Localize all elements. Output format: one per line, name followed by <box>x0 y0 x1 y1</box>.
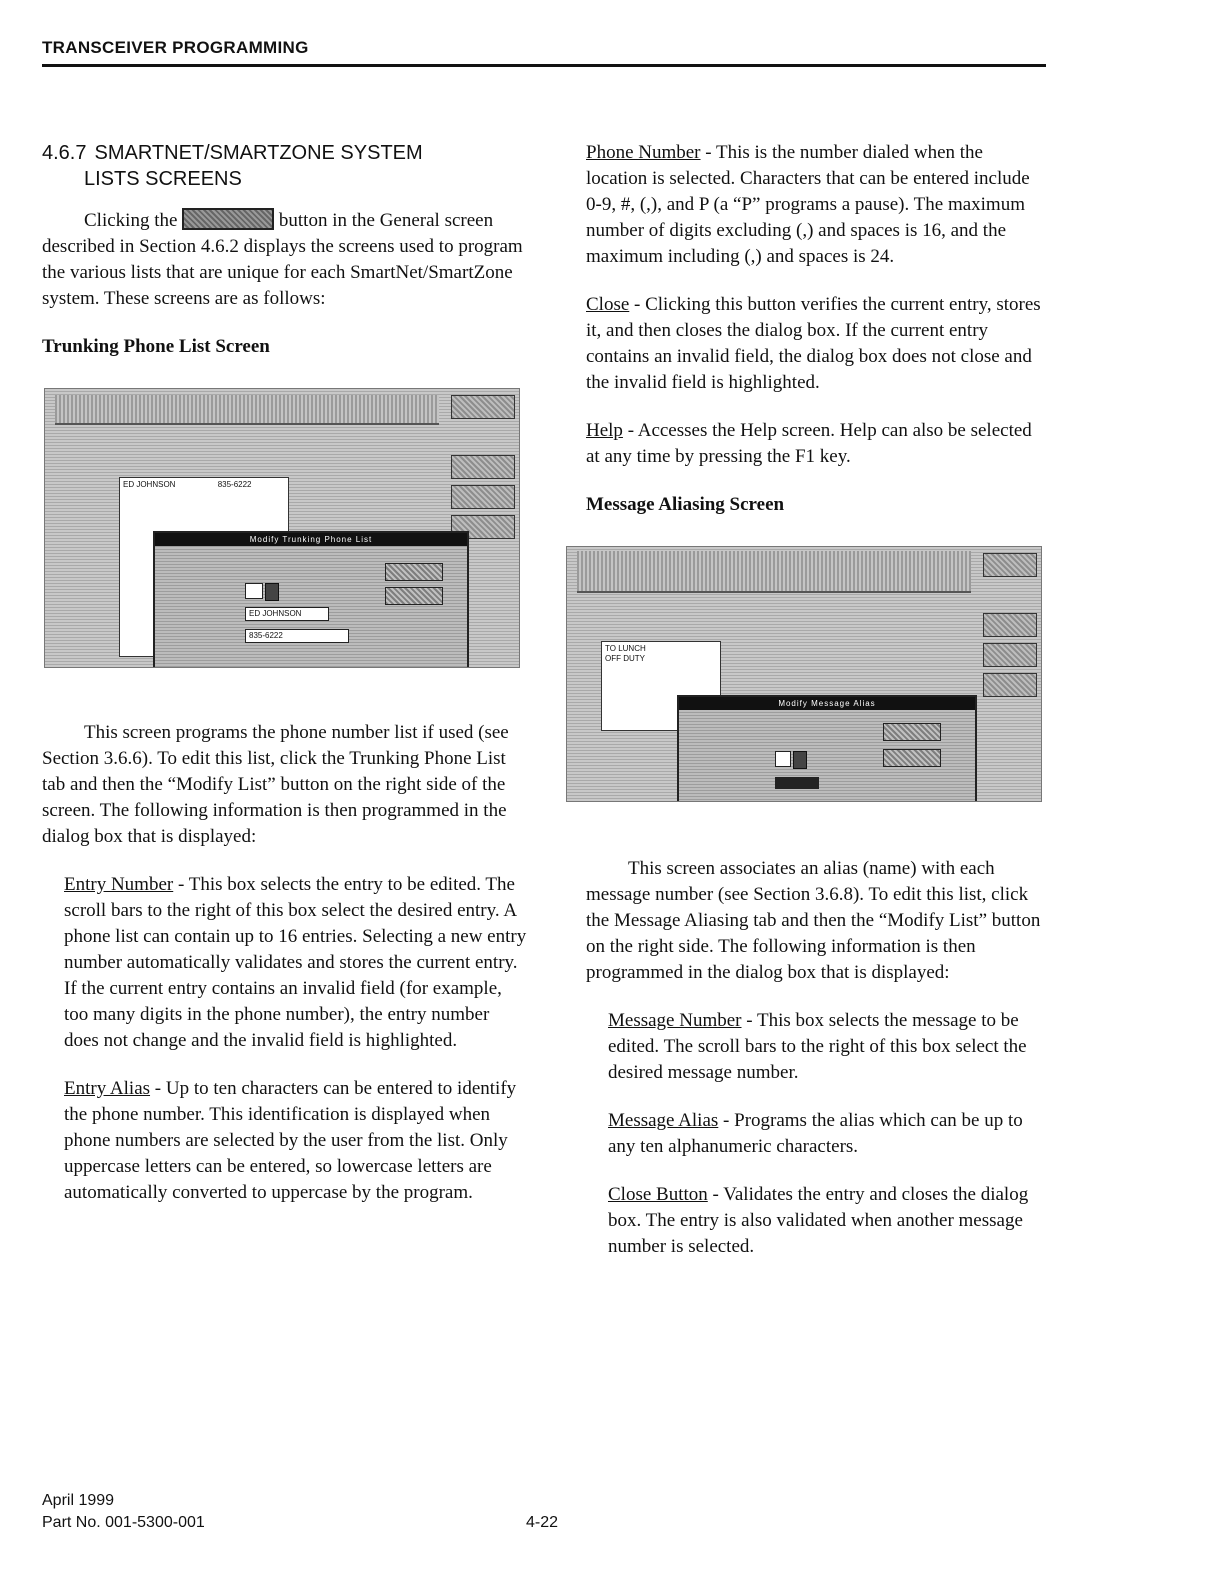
message-list-item: TO LUNCH <box>605 644 646 653</box>
message-alias-field <box>775 777 819 789</box>
dialog-title: Modify Message Alias <box>679 697 975 710</box>
close-button-image <box>883 723 941 741</box>
section-heading <box>42 140 528 192</box>
screenshot-side-button <box>451 485 515 509</box>
entry-number-term: Entry Number <box>64 874 174 895</box>
footer-date: April 1999 <box>42 1492 115 1509</box>
entry-number-field <box>245 583 263 599</box>
message-heading: Message Aliasing Screen <box>586 494 785 515</box>
left-column <box>42 140 528 1228</box>
footer-part-number: Part No. 001-5300-001 <box>42 1514 205 1531</box>
phone-number-field: 835-6222 <box>245 629 349 643</box>
screenshot-side-button <box>983 553 1037 577</box>
page-number: 4-22 <box>526 1514 559 1531</box>
intro-before: Clicking the <box>84 210 178 231</box>
footer-left <box>42 1490 205 1534</box>
phone-list-name: ED JOHNSON <box>123 480 176 489</box>
section-title-line1: SMARTNET/SMARTZONE SYSTEM <box>94 142 423 164</box>
entry-scroll-arrows <box>265 583 279 601</box>
trunking-heading: Trunking Phone List Screen <box>42 336 270 357</box>
running-header: TRANSCEIVER PROGRAMMING <box>42 38 309 57</box>
message-scroll-arrows <box>793 751 807 769</box>
system-lists-button-image <box>182 208 274 230</box>
phone-number-definition: Phone Number - This is the number dialed when the location is selected. Characters that can be entered include 0-9, #, (,), and P (a “P” programs a pause). The maximum number of digits excluding (,) and spaces is 16, and the maximum including (,) and spaces is 24. <box>586 142 1030 267</box>
screenshot-side-button <box>983 643 1037 667</box>
help-button-image <box>385 587 443 605</box>
screenshot-side-button <box>983 673 1037 697</box>
screenshot-tab-bar <box>55 395 439 425</box>
close-definition: Close - Clicking this button verifies the current entry, stores it, and then closes the dialog box. If the current entry contains an invalid field, the dialog box does not close and the invalid field is highlighted. <box>586 294 1041 393</box>
message-number-definition: Message Number - This box selects the message to be edited. The scroll bars to the right of this box select the desired message number. <box>608 1010 1027 1083</box>
screenshot-side-button <box>983 613 1037 637</box>
entry-alias-term: Entry Alias <box>64 1078 151 1099</box>
section-number: 4.6.7 <box>42 142 87 164</box>
phone-list-number: 835-6222 <box>217 480 252 489</box>
message-description: This screen associates an alias (name) with each message number (see Section 3.6.8). To edit this list, click the Message Aliasing tab and then the “Modify List” button on the right side. The following information is then programmed in the dialog box that is displayed: <box>586 858 1041 983</box>
dialog-title: Modify Trunking Phone List <box>155 533 467 546</box>
message-aliasing-screenshot <box>566 546 1042 802</box>
screenshot-side-button <box>451 455 515 479</box>
right-column <box>586 140 1046 1282</box>
entry-number-definition: Entry Number - This box selects the entry to be edited. The scroll bars to the right of this box select the desired entry. A phone list can contain up to 16 entries. Selecting a new entry number automatically validates and stores the current entry. If the current entry contains an invalid field (for example, too many digits in the phone number), the entry number does not change and the invalid field is highlighted. <box>64 874 527 1051</box>
intro-paragraph <box>42 208 528 312</box>
help-definition: Help - Accesses the Help screen. Help can also be selected at any time by pressing the F1 key. <box>586 420 1032 467</box>
message-alias-definition: Message Alias - Programs the alias which can be up to any ten alphanumeric characters. <box>608 1110 1023 1157</box>
modify-phone-list-dialog <box>153 531 469 668</box>
message-number-term: Message Number <box>608 1010 742 1031</box>
screenshot-tab-bar <box>577 551 971 593</box>
help-button-image <box>883 749 941 767</box>
phone-number-term: Phone Number <box>586 142 701 163</box>
trunking-description: This screen programs the phone number list if used (see Section 3.6.6). To edit this list, click the Trunking Phone List tab and then the “Modify List” button on the right side of the screen. The following information is then programmed in the dialog box that is displayed: <box>42 722 509 847</box>
message-number-field <box>775 751 791 767</box>
trunking-phone-list-screenshot <box>44 388 520 668</box>
intro-after: button in the General screen described in Section 4.6.2 displays the screens used to program the various lists that are unique for each SmartNet/SmartZone system. These screens are as follows: <box>42 210 523 309</box>
modify-message-alias-dialog <box>677 695 977 802</box>
message-list-item: OFF DUTY <box>605 654 645 663</box>
entry-alias-field: ED JOHNSON <box>245 607 329 621</box>
section-title-line2: LISTS SCREENS <box>84 168 242 190</box>
close-button-term: Close Button <box>608 1184 708 1205</box>
message-alias-term: Message Alias <box>608 1110 719 1131</box>
help-term: Help <box>586 420 623 441</box>
close-button-definition: Close Button - Validates the entry and closes the dialog box. The entry is also validated when another message number is selected. <box>608 1184 1029 1257</box>
entry-alias-definition: Entry Alias - Up to ten characters can be entered to identify the phone number. This identification is displayed when phone numbers are selected by the user from the list. Only uppercase letters can be entered, so lowercase letters are automatically converted to uppercase by the program. <box>64 1078 517 1203</box>
screenshot-side-button <box>451 395 515 419</box>
header-rule <box>42 64 1046 67</box>
close-button-image <box>385 563 443 581</box>
close-term: Close <box>586 294 630 315</box>
